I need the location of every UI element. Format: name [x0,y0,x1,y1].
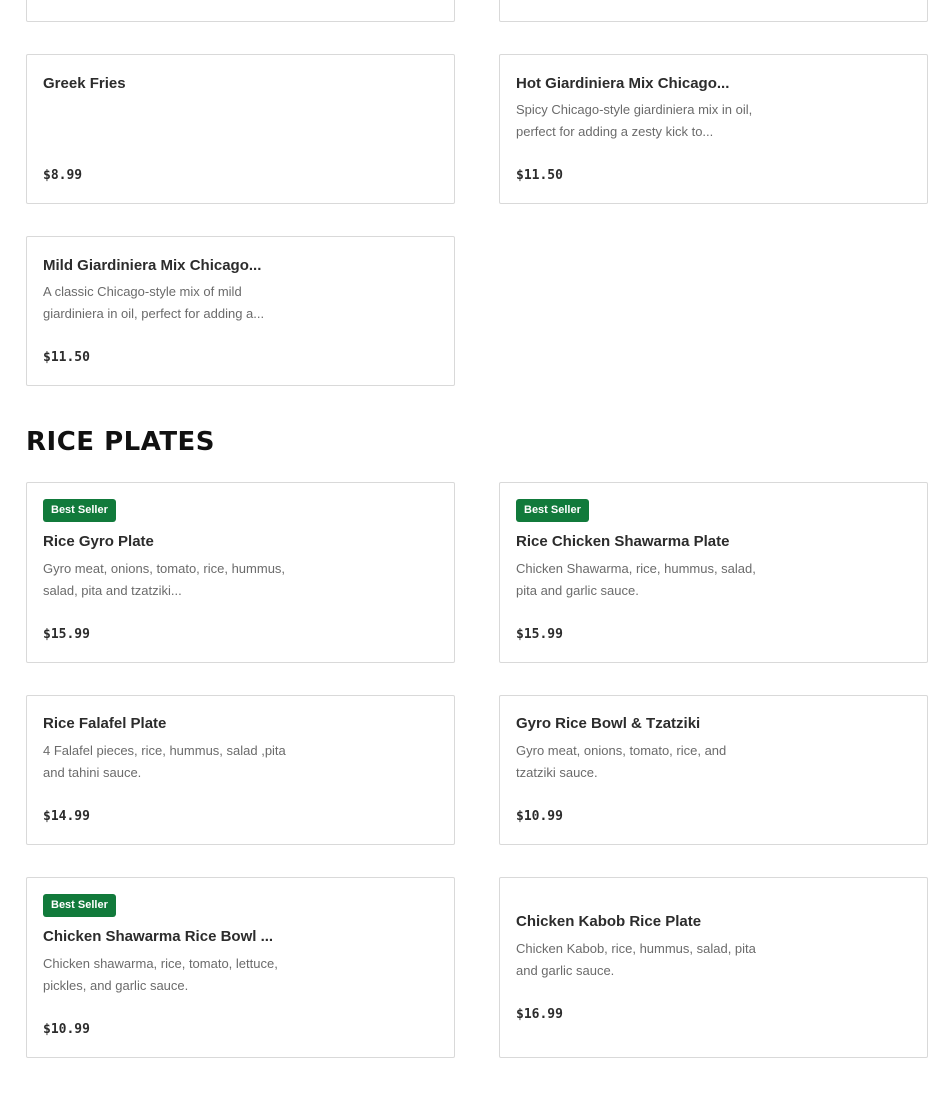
menu-item-description: A classic Chicago-style mix of mild giardiniera in oil, perfect for adding a... [43,284,265,321]
menu-item-name: Greek Fries [43,75,126,92]
menu-item-name: Rice Falafel Plate [43,715,167,732]
menu-item-card-partial-left[interactable] [26,0,455,22]
menu-item-name: Hot Giardiniera Mix Chicago... [516,75,730,92]
menu-item-card[interactable] [499,877,928,1058]
section-title-rice-plates: RICE PLATES [26,427,216,457]
best-seller-badge: Best Seller [43,499,116,522]
menu-item-price: $11.50 [43,350,90,365]
best-seller-badge: Best Seller [43,894,116,917]
best-seller-badge: Best Seller [516,499,589,522]
menu-item-card[interactable] [26,877,455,1058]
menu-item-price: $14.99 [43,809,90,824]
menu-item-card[interactable] [499,695,928,845]
menu-item-description: Gyro meat, onions, tomato, rice, hummus, salad, pita and tzatziki... [43,561,286,598]
menu-item-card[interactable] [499,482,928,663]
menu-item-price: $11.50 [516,168,563,183]
menu-item-name: Chicken Kabob Rice Plate [516,913,702,930]
menu-item-description: Chicken Shawarma, rice, hummus, salad, pita and garlic sauce. [516,561,756,598]
menu-item-name: Gyro Rice Bowl & Tzatziki [516,715,701,732]
menu-item-description: Chicken shawarma, rice, tomato, lettuce, pickles, and garlic sauce. [43,956,278,993]
menu-item-card[interactable] [499,54,928,204]
menu-item-name: Rice Gyro Plate [43,533,154,550]
menu-item-description: Spicy Chicago-style giardiniera mix in oil, perfect for adding a zesty kick to... [516,102,753,139]
menu-item-card[interactable] [26,54,455,204]
menu-item-card-partial-right[interactable] [499,0,928,22]
menu-item-name: Mild Giardiniera Mix Chicago... [43,257,262,274]
menu-item-price: $10.99 [43,1022,90,1037]
menu-item-price: $15.99 [43,627,90,642]
menu-item-price: $8.99 [43,168,83,183]
menu-item-description: 4 Falafel pieces, rice, hummus, salad ,pita and tahini sauce. [43,743,286,780]
menu-item-name: Chicken Shawarma Rice Bowl ... [43,928,274,945]
menu-item-name: Rice Chicken Shawarma Plate [516,533,730,550]
menu-item-card[interactable] [26,482,455,663]
menu-item-card[interactable] [26,236,455,386]
menu-item-price: $16.99 [516,1007,563,1022]
menu-item-description: Chicken Kabob, rice, hummus, salad, pita and garlic sauce. [516,941,756,978]
menu-item-price: $10.99 [516,809,563,824]
menu-item-description: Gyro meat, onions, tomato, rice, and tzatziki sauce. [516,743,727,780]
menu-item-price: $15.99 [516,627,563,642]
menu-item-card[interactable] [26,695,455,845]
